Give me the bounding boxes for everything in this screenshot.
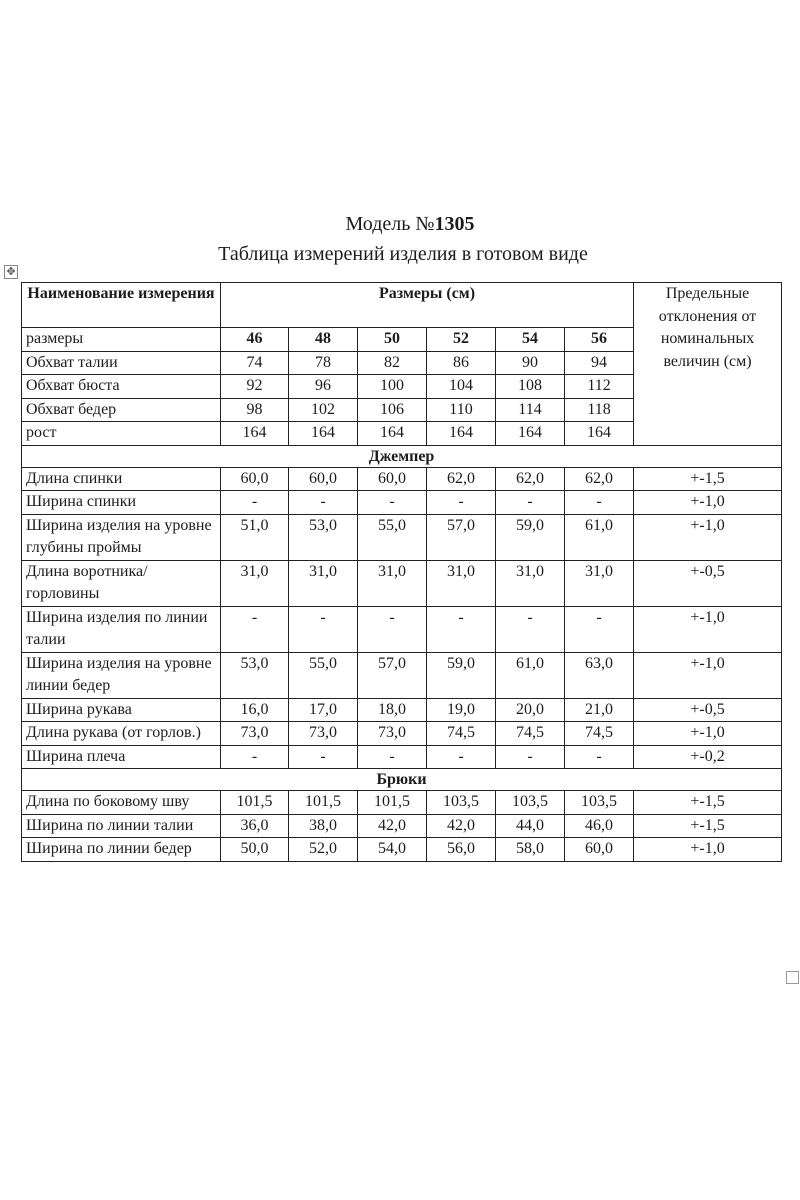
measurement-value: - [565, 745, 634, 769]
section-header-row [22, 769, 782, 791]
measurement-value: 31,0 [221, 560, 289, 606]
measurement-value: 17,0 [289, 698, 358, 722]
measurement-value: - [565, 491, 634, 515]
tolerance-value: +-0,5 [634, 560, 782, 606]
measurement-value: 103,5 [565, 791, 634, 815]
measurement-value: 74,5 [427, 722, 496, 746]
document-subtitle: Таблица измерений изделия в готовом виде [218, 243, 588, 265]
header-sizes: Размеры (см) [221, 283, 634, 328]
measurement-value: 31,0 [496, 560, 565, 606]
measurement-value: 102 [289, 398, 358, 422]
measurement-value: 78 [289, 351, 358, 375]
measurement-value: 52,0 [289, 838, 358, 862]
measurement-value: 60,0 [289, 467, 358, 491]
table-row [22, 652, 782, 698]
tolerance-value: +-1,0 [634, 838, 782, 862]
measurement-name: Ширина изделия на уровне линии бедер [22, 652, 221, 698]
section-title: Брюки [22, 769, 782, 791]
measurement-value: 74 [221, 351, 289, 375]
measurement-name: Обхват бедер [22, 398, 221, 422]
measurement-value: 164 [565, 422, 634, 446]
measurement-value: 103,5 [496, 791, 565, 815]
measurement-value: 86 [427, 351, 496, 375]
measurement-value: 60,0 [358, 467, 427, 491]
measurement-value: 104 [427, 375, 496, 399]
section-title: Джемпер [22, 445, 782, 467]
measurement-value: 101,5 [221, 791, 289, 815]
measurements-table [21, 282, 782, 862]
measurement-value: 55,0 [358, 514, 427, 560]
header-name: Наименование измерения [22, 283, 221, 328]
measurement-value: 59,0 [496, 514, 565, 560]
measurement-name: Ширина рукава [22, 698, 221, 722]
model-number: 1305 [434, 213, 475, 235]
tolerance-value: +-0,5 [634, 698, 782, 722]
measurement-value: 101,5 [289, 791, 358, 815]
size-cell: 52 [427, 328, 496, 352]
measurement-name: Ширина изделия на уровне глубины проймы [22, 514, 221, 560]
measurement-value: 101,5 [358, 791, 427, 815]
tolerance-value: +-0,2 [634, 745, 782, 769]
tolerance-value: +-1,0 [634, 491, 782, 515]
measurement-value: 106 [358, 398, 427, 422]
measurement-value: 21,0 [565, 698, 634, 722]
measurement-value: 54,0 [358, 838, 427, 862]
title-prefix: Модель № [345, 213, 435, 235]
measurement-value: - [358, 491, 427, 515]
tolerance-value: +-1,0 [634, 606, 782, 652]
tolerance-value: +-1,5 [634, 467, 782, 491]
measurement-value: - [496, 745, 565, 769]
measurement-value: 110 [427, 398, 496, 422]
measurement-name: Ширина по линии бедер [22, 838, 221, 862]
measurement-value: - [358, 745, 427, 769]
measurement-value: - [221, 745, 289, 769]
table-row [22, 606, 782, 652]
measurement-value: 20,0 [496, 698, 565, 722]
measurement-value: 108 [496, 375, 565, 399]
measurement-name: Длина рукава (от горлов.) [22, 722, 221, 746]
measurement-value: 63,0 [565, 652, 634, 698]
measurement-value: 73,0 [289, 722, 358, 746]
measurement-name: Ширина по линии талии [22, 814, 221, 838]
measurement-value: 164 [427, 422, 496, 446]
measurement-name: Обхват бюста [22, 375, 221, 399]
tolerance-value: +-1,0 [634, 652, 782, 698]
measurement-value: 82 [358, 351, 427, 375]
measurement-value: 56,0 [427, 838, 496, 862]
measurement-value: 73,0 [358, 722, 427, 746]
measurement-value: 57,0 [358, 652, 427, 698]
measurement-value: 94 [565, 351, 634, 375]
table-resize-handle-icon[interactable] [786, 971, 799, 984]
measurement-value: 31,0 [427, 560, 496, 606]
measurement-value: 164 [358, 422, 427, 446]
table-row [22, 745, 782, 769]
measurement-name: Ширина изделия по линии талии [22, 606, 221, 652]
table-row [22, 814, 782, 838]
table-row [22, 560, 782, 606]
table-row [22, 722, 782, 746]
measurement-value: 62,0 [427, 467, 496, 491]
measurement-value: 44,0 [496, 814, 565, 838]
measurement-name: Длина спинки [22, 467, 221, 491]
measurement-value: 100 [358, 375, 427, 399]
measurement-value: 74,5 [565, 722, 634, 746]
measurement-name: Обхват талии [22, 351, 221, 375]
measurement-name: Ширина спинки [22, 491, 221, 515]
measurement-value: 60,0 [221, 467, 289, 491]
measurement-value: 31,0 [358, 560, 427, 606]
section-header-row [22, 445, 782, 467]
tolerance-value: +-1,0 [634, 722, 782, 746]
measurement-value: 92 [221, 375, 289, 399]
header-tolerance: Предельные отклонения от номинальных величин (см) [634, 283, 782, 446]
measurement-value: 96 [289, 375, 358, 399]
measurement-name: рост [22, 422, 221, 446]
measurement-value: 61,0 [496, 652, 565, 698]
measurement-value: 50,0 [221, 838, 289, 862]
size-cell: 46 [221, 328, 289, 352]
measurement-value: 59,0 [427, 652, 496, 698]
measurement-name: Ширина плеча [22, 745, 221, 769]
size-cell: 48 [289, 328, 358, 352]
table-row [22, 491, 782, 515]
measurement-value: 112 [565, 375, 634, 399]
document-title [0, 212, 800, 236]
measurement-name: Длина по боковому шву [22, 791, 221, 815]
measurement-value: - [427, 606, 496, 652]
measurement-value: - [221, 491, 289, 515]
measurement-value: 58,0 [496, 838, 565, 862]
measurement-value: - [565, 606, 634, 652]
measurement-value: 42,0 [427, 814, 496, 838]
measurement-value: - [289, 606, 358, 652]
measurement-value: 103,5 [427, 791, 496, 815]
measurement-value: - [358, 606, 427, 652]
measurement-value: 16,0 [221, 698, 289, 722]
measurement-value: 74,5 [496, 722, 565, 746]
measurement-value: 60,0 [565, 838, 634, 862]
measurement-value: 90 [496, 351, 565, 375]
measurement-name: Длина воротника/горловины [22, 560, 221, 606]
tolerance-value: +-1,5 [634, 791, 782, 815]
measurement-value: 73,0 [221, 722, 289, 746]
measurement-value: 46,0 [565, 814, 634, 838]
header-row [22, 283, 782, 328]
measurement-value: 62,0 [565, 467, 634, 491]
table-row [22, 791, 782, 815]
measurement-value: - [221, 606, 289, 652]
size-cell: 56 [565, 328, 634, 352]
table-row [22, 838, 782, 862]
table-move-handle-icon[interactable]: ✥ [4, 265, 18, 279]
measurement-value: 42,0 [358, 814, 427, 838]
tolerance-value: +-1,0 [634, 514, 782, 560]
measurement-value: - [496, 491, 565, 515]
measurement-value: 164 [496, 422, 565, 446]
measurement-value: 62,0 [496, 467, 565, 491]
table-row [22, 467, 782, 491]
measurement-value: 164 [221, 422, 289, 446]
size-cell: 50 [358, 328, 427, 352]
measurement-value: 57,0 [427, 514, 496, 560]
measurement-value: - [496, 606, 565, 652]
measurement-value: - [427, 745, 496, 769]
measurement-value: - [427, 491, 496, 515]
sizes-label: размеры [22, 328, 221, 352]
measurement-value: 53,0 [221, 652, 289, 698]
measurement-value: 98 [221, 398, 289, 422]
measurement-value: 18,0 [358, 698, 427, 722]
measurement-value: 118 [565, 398, 634, 422]
measurement-value: 38,0 [289, 814, 358, 838]
measurement-value: 61,0 [565, 514, 634, 560]
measurement-value: 55,0 [289, 652, 358, 698]
tolerance-value: +-1,5 [634, 814, 782, 838]
measurement-value: - [289, 491, 358, 515]
size-cell: 54 [496, 328, 565, 352]
measurement-value: 53,0 [289, 514, 358, 560]
measurement-value: 31,0 [289, 560, 358, 606]
table-row [22, 698, 782, 722]
measurement-value: 36,0 [221, 814, 289, 838]
table-row [22, 514, 782, 560]
measurement-value: 164 [289, 422, 358, 446]
measurement-value: 51,0 [221, 514, 289, 560]
measurement-value: 19,0 [427, 698, 496, 722]
measurement-value: 31,0 [565, 560, 634, 606]
measurement-value: - [289, 745, 358, 769]
measurement-value: 114 [496, 398, 565, 422]
